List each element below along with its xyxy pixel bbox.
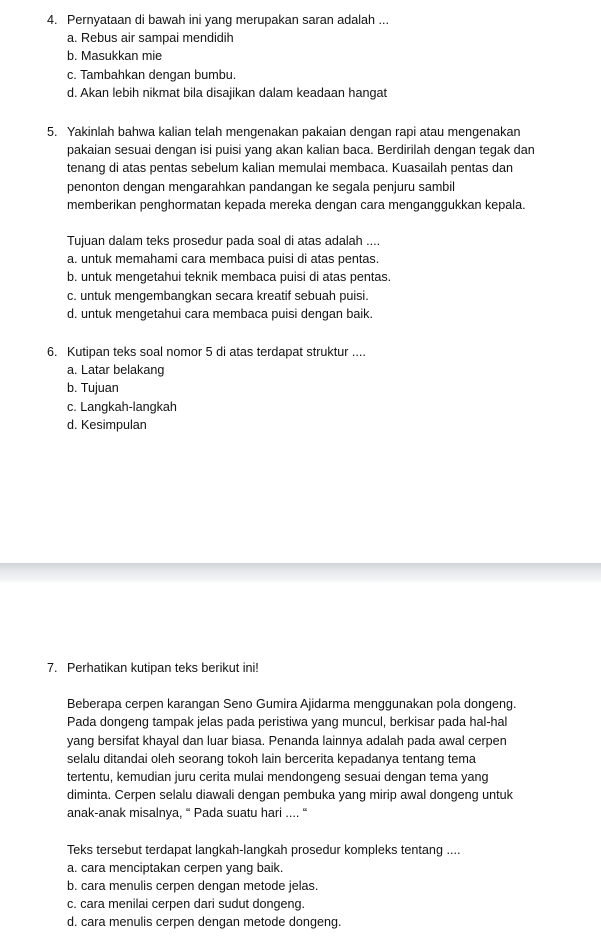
question-text: Teks tersebut terdapat langkah-langkah prosedur kompleks tentang .... <box>67 842 461 857</box>
option-d: d. cara menulis cerpen dengan metode dongeng. <box>67 915 342 930</box>
question-5 <box>47 123 587 323</box>
option-c: c. cara menilai cerpen dari sudut dongeng. <box>67 897 306 912</box>
passage-line: Pada dongeng tampak jelas pada peristiwa yang muncul, berkisar pada hal-hal <box>67 715 508 730</box>
option-a: a. Rebus air sampai mendidih <box>67 31 234 46</box>
option-c: c. Tambahkan dengan bumbu. <box>67 67 237 82</box>
passage-line: memberikan penghormatan kepada mereka dengan cara menganggukkan kepala. <box>67 197 526 212</box>
question-6 <box>47 343 587 434</box>
option-c: c. untuk mengembangkan secara kreatif sebuah puisi. <box>67 288 369 303</box>
passage-line: tenang di atas pentas sebelum kalian memulai membaca. Kuasailah pentas dan <box>67 161 513 176</box>
question-4-stem <box>47 11 587 29</box>
question-text: Kutipan teks soal nomor 5 di atas terdapat struktur .... <box>67 345 366 359</box>
option-a: a. untuk memahami cara membaca puisi di atas pentas. <box>67 252 380 267</box>
passage-line: tertentu, kemudian juru cerita mulai mendongeng sesuai dengan tema yang <box>67 770 489 785</box>
option-d: d. Akan lebih nikmat bila disajikan dalam keadaan hangat <box>67 85 387 100</box>
question-4 <box>47 11 587 102</box>
question-text: Tujuan dalam teks prosedur pada soal di atas adalah .... <box>67 234 381 249</box>
passage-line: anak-anak misalnya, “ Pada suatu hari .... “ <box>67 806 308 821</box>
page-separator <box>0 563 601 582</box>
option-d: d. untuk mengetahui cara membaca puisi dengan baik. <box>67 306 373 321</box>
question-number: 7. <box>47 661 58 675</box>
option-d: d. Kesimpulan <box>67 417 147 432</box>
passage-line: diminta. Cerpen selalu diawali dengan pembuka yang mirip awal dongeng untuk <box>67 788 513 803</box>
question-7 <box>47 659 587 932</box>
question-text: Pernyataan di bawah ini yang merupakan saran adalah ... <box>67 13 390 27</box>
option-b: b. cara menulis cerpen dengan metode jelas. <box>67 879 319 894</box>
option-b: b. Masukkan mie <box>67 49 163 64</box>
passage-line: Yakinlah bahwa kalian telah mengenakan pakaian dengan rapi atau mengenakan <box>67 125 521 139</box>
passage-line: yang bersifat khayal dan luar biasa. Penanda lainnya adalah pada awal cerpen <box>67 733 507 748</box>
question-7-intro <box>47 659 587 677</box>
option-a: a. Latar belakang <box>67 363 165 378</box>
question-5-passage-line <box>47 123 587 141</box>
question-6-stem <box>47 343 587 361</box>
passage-line: penonton dengan mengarahkan pandangan ke segala penjuru sambil <box>67 179 455 194</box>
question-number: 4. <box>47 13 58 27</box>
question-number: 5. <box>47 125 58 139</box>
option-a: a. cara menciptakan cerpen yang baik. <box>67 860 284 875</box>
intro-text: Perhatikan kutipan teks berikut ini! <box>67 661 259 675</box>
passage-line: selalu ditandai oleh seorang tokoh lain bercerita kepadanya tentang tema <box>67 751 476 766</box>
option-b: b. untuk mengetahui teknik membaca puisi di atas pentas. <box>67 270 392 285</box>
passage-line: pakaian sesuai dengan isi puisi yang akan kalian baca. Berdirilah dengan tegak dan <box>67 143 535 158</box>
question-number: 6. <box>47 345 58 359</box>
option-b: b. Tujuan <box>67 381 119 396</box>
option-c: c. Langkah-langkah <box>67 399 177 414</box>
passage-line: Beberapa cerpen karangan Seno Gumira Ajidarma menggunakan pola dongeng. <box>67 697 517 712</box>
